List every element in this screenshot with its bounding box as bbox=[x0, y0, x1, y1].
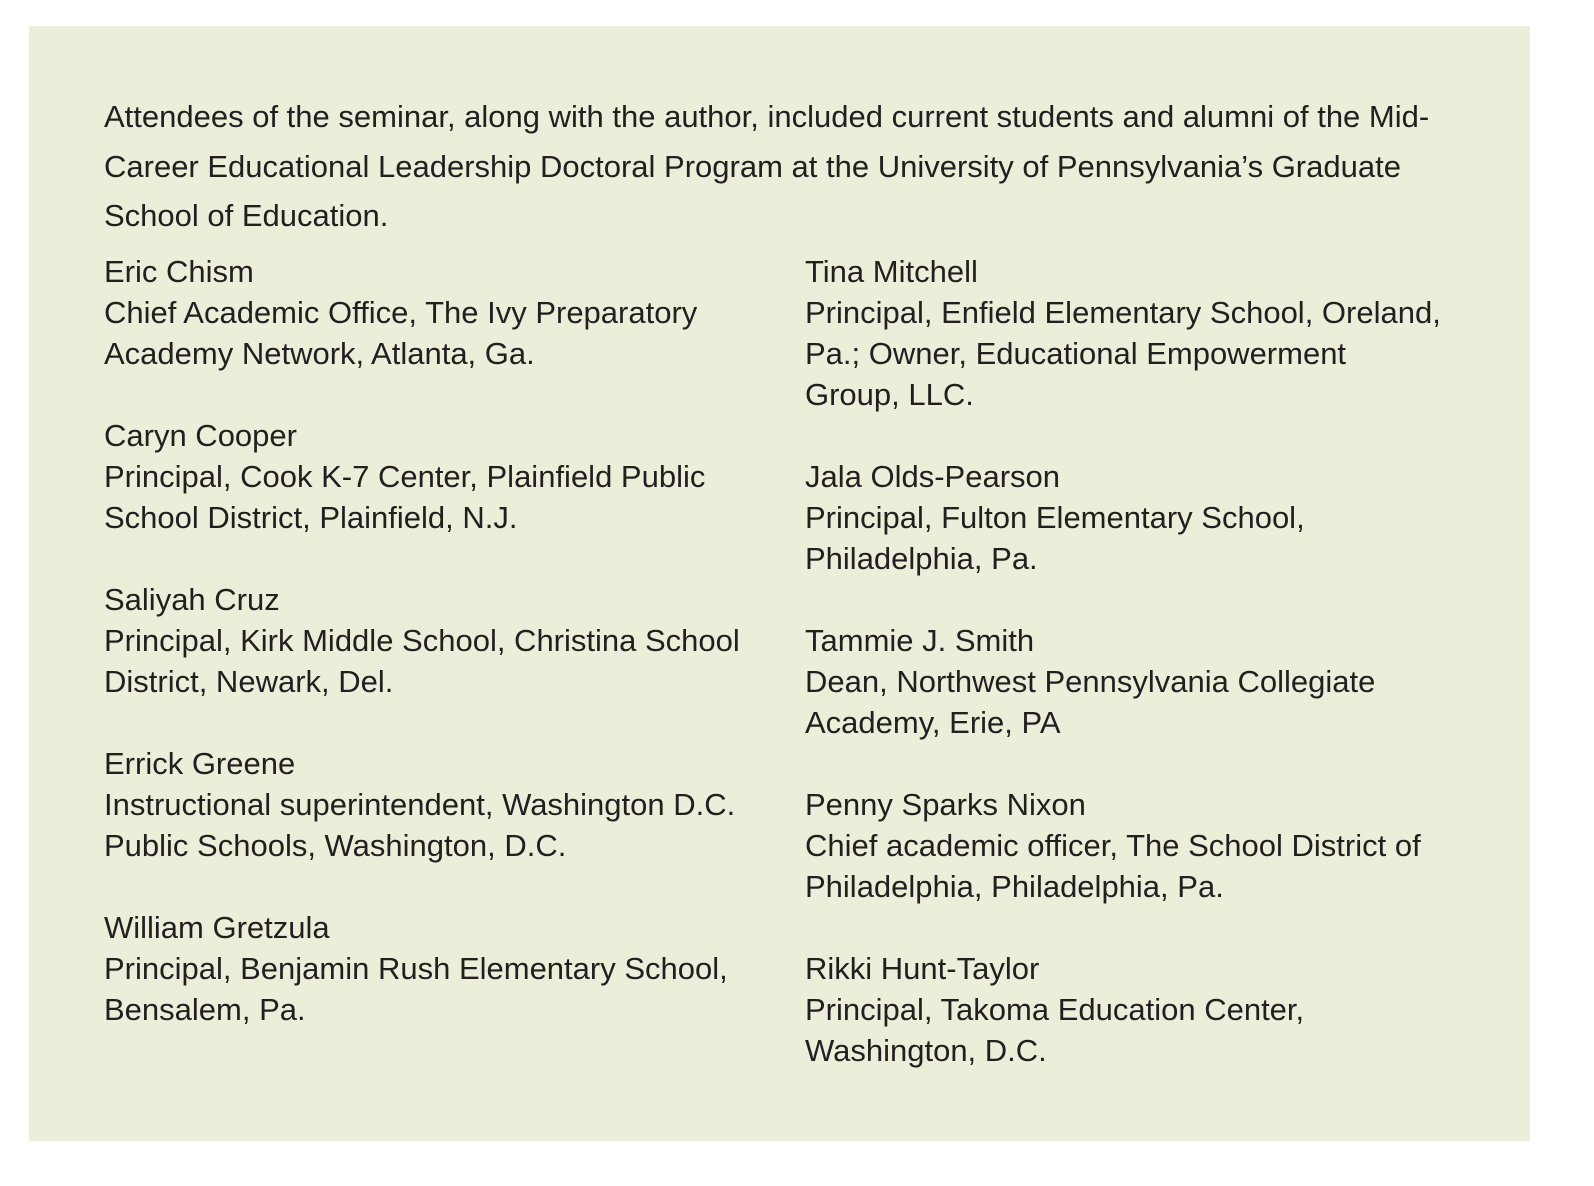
attendee-name: Tina Mitchell bbox=[805, 254, 978, 289]
attendees-left-column bbox=[104, 251, 794, 1071]
attendee-entry bbox=[104, 579, 794, 702]
attendee-name: Tammie J. Smith bbox=[805, 623, 1035, 658]
attendee-entry bbox=[104, 251, 794, 374]
attendee-entry bbox=[805, 251, 1505, 415]
attendee-title: Chief Academic Office, The Ivy Preparatory Academy Network, Atlanta, Ga. bbox=[104, 295, 698, 371]
attendee-title: Principal, Fulton Elementary School, Philadelphia, Pa. bbox=[805, 500, 1305, 576]
attendee-name: Eric Chism bbox=[104, 254, 254, 289]
attendee-name: Saliyah Cruz bbox=[104, 582, 280, 617]
attendee-title: Principal, Enfield Elementary School, Oreland, Pa.; Owner, Educational Empowerment Group, LLC. bbox=[805, 295, 1441, 412]
attendee-entry bbox=[104, 415, 794, 538]
intro-paragraph: Attendees of the seminar, along with the author, included current students and alumni of the Mid-Career Educational Leadership Doctoral Program at the University of Pennsylvania’s Graduate School of Education. bbox=[104, 99, 1430, 233]
attendee-title: Chief academic officer, The School District of Philadelphia, Philadelphia, Pa. bbox=[805, 828, 1421, 904]
attendee-name: Rikki Hunt-Taylor bbox=[805, 951, 1040, 986]
attendee-name: William Gretzula bbox=[104, 910, 330, 945]
attendee-entry bbox=[805, 784, 1505, 907]
attendee-name: Errick Greene bbox=[104, 746, 296, 781]
attendee-entry bbox=[805, 456, 1505, 579]
attendee-entry bbox=[104, 743, 794, 866]
attendee-title: Principal, Benjamin Rush Elementary School, Bensalem, Pa. bbox=[104, 951, 728, 1027]
attendee-name: Jala Olds-Pearson bbox=[805, 459, 1061, 494]
attendee-entry bbox=[805, 948, 1505, 1071]
attendee-title: Principal, Kirk Middle School, Christina School District, Newark, Del. bbox=[104, 623, 740, 699]
attendee-title: Dean, Northwest Pennsylvania Collegiate Academy, Erie, PA bbox=[805, 664, 1376, 740]
attendee-entry bbox=[104, 907, 794, 1030]
attendee-title: Principal, Takoma Education Center, Washington, D.C. bbox=[805, 992, 1305, 1068]
attendees-right-column bbox=[805, 251, 1505, 1112]
attendee-name: Penny Sparks Nixon bbox=[805, 787, 1086, 822]
attendee-name: Caryn Cooper bbox=[104, 418, 297, 453]
attendee-title: Instructional superintendent, Washington D.C. Public Schools, Washington, D.C. bbox=[104, 787, 736, 863]
attendee-entry bbox=[805, 620, 1505, 743]
attendee-title: Principal, Cook K-7 Center, Plainfield Public School District, Plainfield, N.J. bbox=[104, 459, 706, 535]
